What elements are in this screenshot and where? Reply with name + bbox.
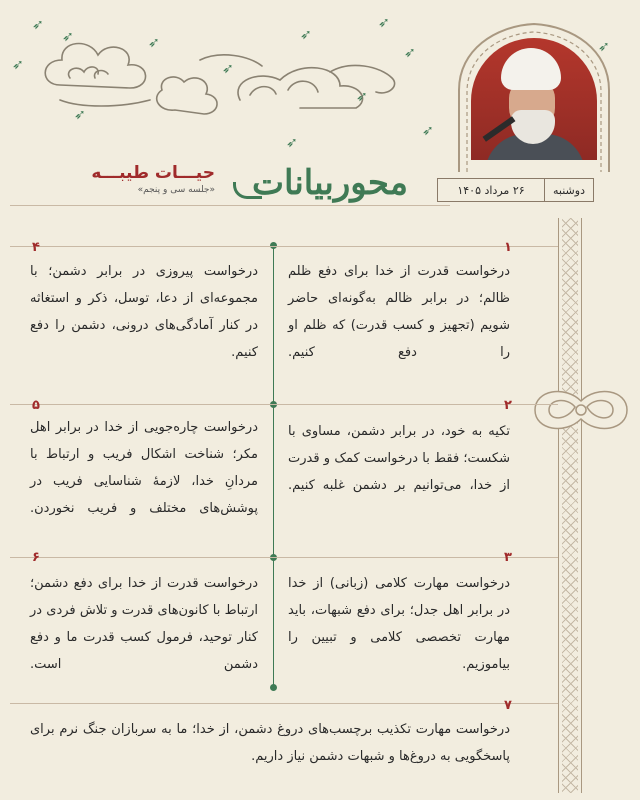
bird-icon: ➶ bbox=[356, 89, 368, 105]
item-text: درخواست مهارت تکذیب برچسب‌های دروغ دشمن، از خدا؛ ما به سربازان جنگ نرم برای پاسخگویی به دروغ‌ها و شبهات دشمن نیاز داریم. bbox=[30, 722, 510, 764]
bird-icon: ➶ bbox=[32, 17, 44, 33]
content-grid bbox=[10, 228, 558, 798]
brand-title: حیـــات طیبـــه bbox=[91, 163, 215, 183]
brand-subtitle: «جلسه سی و پنجم» bbox=[137, 185, 215, 195]
logo-text: محوربیانات bbox=[225, 158, 435, 208]
bird-icon: ➶ bbox=[62, 29, 74, 45]
bird-icon: ➶ bbox=[222, 61, 234, 77]
day-label: دوشنبه bbox=[544, 179, 593, 201]
bird-icon: ➶ bbox=[300, 27, 312, 43]
date-box bbox=[437, 178, 594, 202]
item-number: ۴ bbox=[32, 240, 40, 255]
item-text: تکیه به خود، در برابر دشمن، مساوی با شکست؛ فقط با درخواست کمک و قدرت از خدا، می‌توانیم بر دشمن غلبه کنیم. bbox=[288, 424, 510, 493]
item-number: ۵ bbox=[32, 398, 40, 413]
item-text: درخواست مهارت کلامی (زبانی) از خدا در برابر اهل جدل؛ برای دفع شبهات، باید مهارت تخصصی کلامی و تبیین را بیاموزیم. bbox=[288, 576, 510, 672]
header-divider bbox=[10, 205, 450, 206]
item-number: ۷ bbox=[504, 698, 512, 713]
speaker-photo bbox=[471, 38, 597, 160]
item-number: ۶ bbox=[32, 550, 40, 565]
item-text: درخواست پیروزی در برابر دشمن؛ با مجموعه‌ای از دعا، توسل، ذکر و استغاثه در کنار آمادگی‌های درونی، دشمن را دفع کنیم. bbox=[30, 264, 258, 360]
item-number: ۱ bbox=[504, 240, 512, 255]
row-divider bbox=[10, 246, 558, 247]
bird-icon: ➶ bbox=[148, 35, 160, 51]
vertical-frame-pattern bbox=[558, 218, 582, 793]
item-text: درخواست قدرت از خدا برای دفع دشمن؛ ارتباط با کانون‌های قدرت و تلاش فردی در کنار توحید، فرمول کسب قدرت ما و دفع دشمن است. bbox=[30, 576, 258, 672]
row-divider bbox=[10, 703, 558, 704]
item-number: ۲ bbox=[504, 398, 512, 413]
bird-icon: ➶ bbox=[378, 15, 390, 31]
item-text: درخواست قدرت از خدا برای دفع ظلم ظالم؛ در برابر ظالم به‌گونه‌ای حاضر شویم (تجهیز و کسب قدرت) که ظلم او را دفع کنیم. bbox=[288, 264, 510, 360]
bird-icon: ➶ bbox=[286, 135, 298, 151]
bird-icon: ➶ bbox=[404, 45, 416, 61]
divider-dot bbox=[270, 684, 277, 691]
bird-icon: ➶ bbox=[74, 107, 86, 123]
item-text: درخواست چاره‌جویی از خدا در برابر اهل مکر؛ شناخت اشکال فریب و ارتباط با مردانِ خدا، لازمهٔ شناسایی فریب در پوشش‌های مختلف و فریب نخوردن. bbox=[30, 420, 258, 516]
bird-icon: ➶ bbox=[12, 57, 24, 73]
row-divider bbox=[10, 557, 558, 558]
item-number: ۳ bbox=[504, 550, 512, 565]
column-divider bbox=[273, 246, 274, 686]
bird-icon: ➶ bbox=[598, 39, 610, 55]
brand bbox=[15, 163, 215, 195]
turban-shape bbox=[501, 48, 561, 90]
date-label: ۲۶ مرداد ۱۴۰۵ bbox=[457, 183, 525, 197]
bird-icon: ➶ bbox=[422, 123, 434, 139]
row-divider bbox=[10, 404, 558, 405]
